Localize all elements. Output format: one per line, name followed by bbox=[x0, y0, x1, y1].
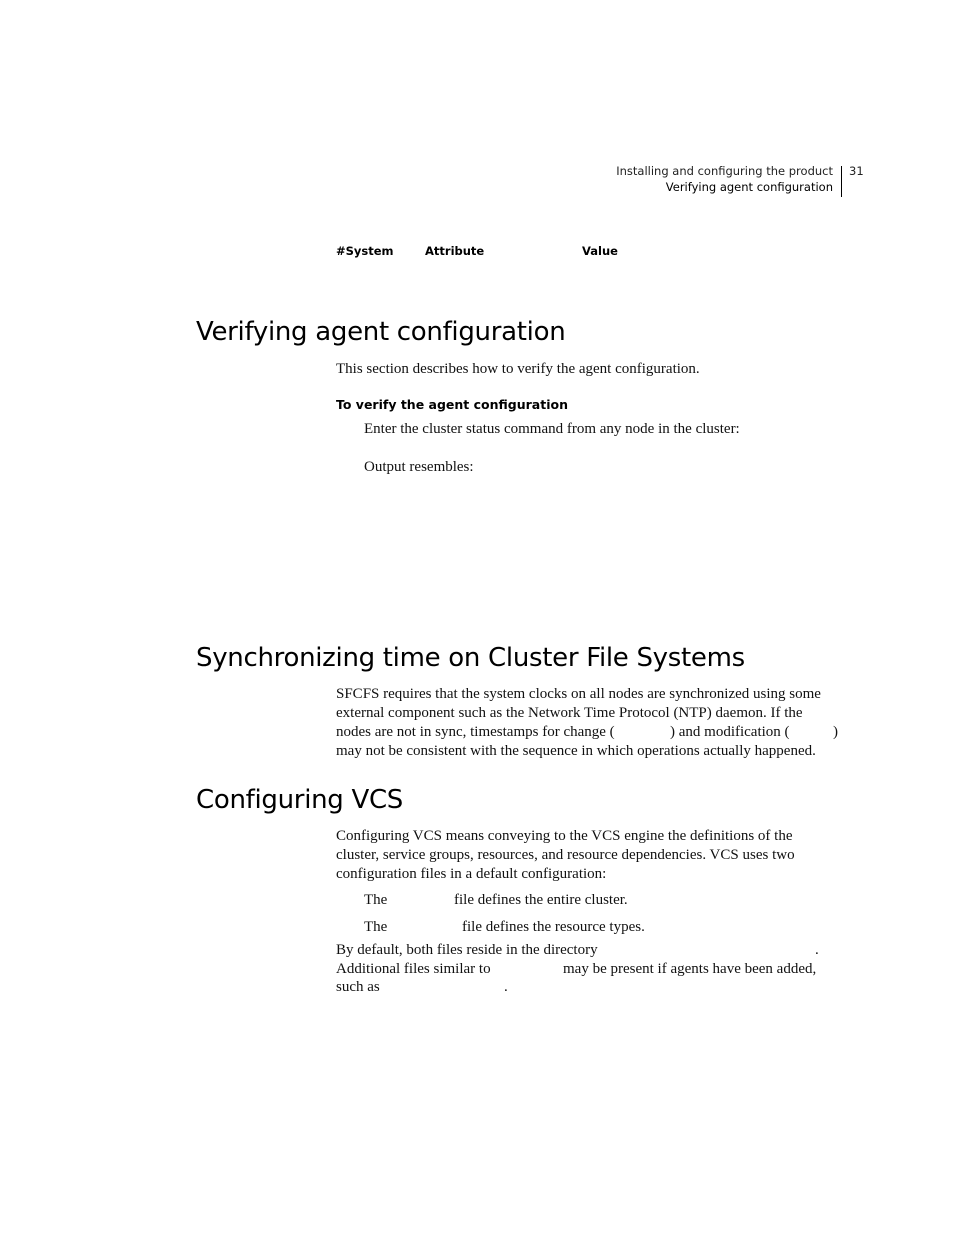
table-header-attribute: Attribute bbox=[425, 244, 485, 258]
heading-verifying-agent-configuration: Verifying agent configuration bbox=[196, 317, 566, 347]
page-number: 31 bbox=[849, 164, 864, 178]
sync-line-3c: ) bbox=[833, 724, 838, 740]
vcs-bullet-1-post: file defines the entire cluster. bbox=[454, 892, 628, 908]
running-header-section: Verifying agent configuration bbox=[665, 180, 833, 194]
sync-line-1: SFCFS requires that the system clocks on all nodes are synchronized using some bbox=[336, 686, 821, 702]
vcs-intro-line-3: configuration files in a default configuration: bbox=[336, 866, 607, 882]
table-header-system: #System bbox=[336, 244, 394, 258]
vcs-bullet-2-pre: The bbox=[364, 919, 388, 935]
heading-synchronizing-time: Synchronizing time on Cluster File Systems bbox=[196, 643, 745, 673]
vcs-default-line-3-post: . bbox=[504, 979, 508, 995]
vcs-bullet-1-pre: The bbox=[364, 892, 388, 908]
vcs-bullet-2-post: file defines the resource types. bbox=[462, 919, 645, 935]
vcs-intro-line-2: cluster, service groups, resources, and resource dependencies. VCS uses two bbox=[336, 847, 795, 863]
sync-line-2: external component such as the Network Time Protocol (NTP) daemon. If the bbox=[336, 705, 803, 721]
procedure-step-1: Enter the cluster status command from any node in the cluster: bbox=[364, 421, 740, 437]
header-divider bbox=[841, 166, 842, 197]
table-header-value: Value bbox=[582, 244, 618, 258]
vcs-default-line-1-post: . bbox=[815, 942, 819, 958]
sync-line-4: may not be consistent with the sequence in which operations actually happened. bbox=[336, 743, 816, 759]
sync-line-3a: nodes are not in sync, timestamps for change ( bbox=[336, 724, 615, 740]
running-header-chapter: Installing and configuring the product bbox=[616, 164, 833, 178]
procedure-title: To verify the agent configuration bbox=[336, 397, 568, 412]
vcs-default-line-1-pre: By default, both files reside in the directory bbox=[336, 942, 598, 958]
vcs-default-line-2-pre: Additional files similar to bbox=[336, 961, 491, 977]
sync-line-3b: ) and modification ( bbox=[670, 724, 790, 740]
verify-intro: This section describes how to verify the agent configuration. bbox=[336, 361, 700, 377]
vcs-intro-line-1: Configuring VCS means conveying to the VCS engine the definitions of the bbox=[336, 828, 793, 844]
vcs-default-line-3-pre: such as bbox=[336, 979, 380, 995]
procedure-output: Output resembles: bbox=[364, 459, 474, 475]
vcs-default-line-2-post: may be present if agents have been added, bbox=[563, 961, 817, 977]
heading-configuring-vcs: Configuring VCS bbox=[196, 785, 404, 815]
